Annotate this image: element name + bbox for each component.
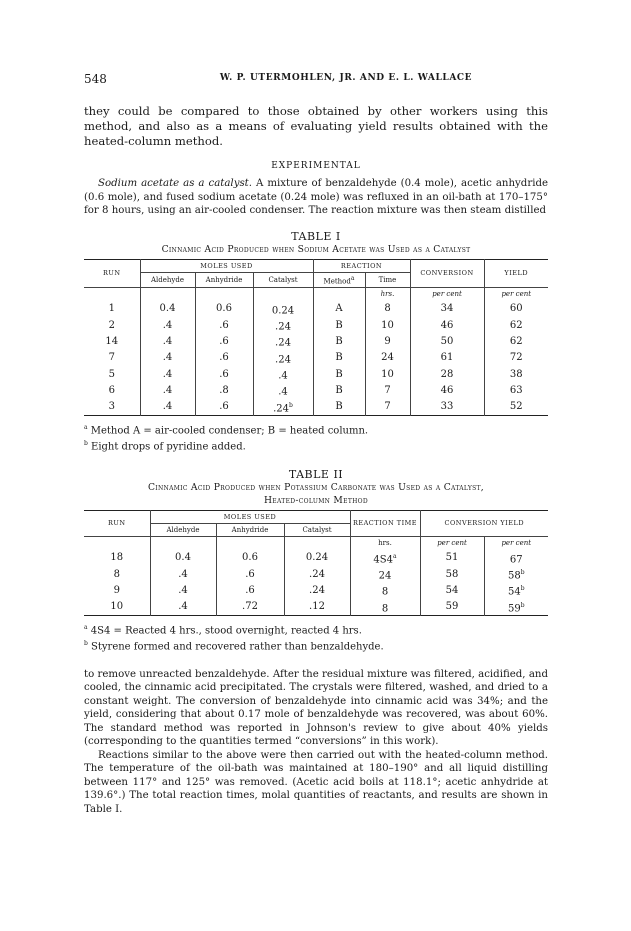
table-row: 7 .4 .6 .24 B 24 61 72 — [84, 350, 548, 366]
table-1-footnote-b: $^b$ Eight drops of pyridine added. — [84, 439, 246, 453]
table-row: 10 .4 .72 .12 8 59 59$^b$ — [84, 599, 548, 616]
experimental-paragraph — [84, 177, 548, 218]
table-2-caption-line-1: Cinnamic Acid Produced when Potassium Carbonate was Used as a Catalyst, — [147, 481, 485, 493]
table-1-block — [84, 230, 548, 454]
intro-paragraph: they could be compared to those obtained by other workers using this method, and also as a means of evaluating yield results obtained with the heated-column method. — [84, 104, 548, 148]
col-header-time: Time — [365, 272, 410, 287]
col-header-reaction-time: REACTION TIME — [350, 510, 420, 536]
units-row: hrs. per cent per cent — [84, 287, 548, 301]
table-row: 1 0.4 0.6 0.24 A 8 34 60 — [84, 301, 548, 317]
col-header-aldehyde: Aldehyde — [150, 523, 216, 536]
col-header-catalyst: Catalyst — [253, 272, 313, 287]
col-header-run: RUN — [102, 269, 121, 278]
table-2-label: TABLE II — [288, 467, 344, 481]
paragraph-lead: Sodium acetate as a catalyst. — [98, 178, 253, 189]
table-row: 14 .4 .6 .24 B 9 50 62 — [84, 333, 548, 349]
running-head-authors: W. P. UTERMOHLEN, JR. AND E. L. WALLACE — [219, 73, 473, 83]
col-header-anhydride: Anhydride — [216, 523, 284, 536]
col-header-conversion-yield: CONVERSION YIELD — [420, 510, 548, 536]
table-row: 9 .4 .6 .24 8 54 54$^b$ — [84, 582, 548, 598]
col-header-conversion: CONVERSION — [410, 259, 484, 287]
page — [84, 72, 548, 816]
table-2-caption-line-2: Heated-column Method — [264, 494, 368, 506]
col-header-run: RUN — [107, 519, 126, 528]
col-header-yield: YIELD — [484, 259, 548, 287]
table-row: 5 .4 .6 .4 B 10 28 38 — [84, 366, 548, 382]
table-1-footnote-a: $^a$ Method A = air-cooled condenser; B = heated column. — [84, 424, 369, 437]
table-row: 6 .4 .8 .4 B 7 46 63 — [84, 382, 548, 398]
table-2-footnote-a: $^a$ 4S4 = Reacted 4 hrs., stood overnight, reacted 4 hrs. — [84, 624, 362, 637]
units-row: hrs. per cent per cent — [84, 536, 548, 550]
body-paragraph-1: to remove unreacted benzaldehyde. After the residual mixture was filtered, acidified, and cooled, the cinnamic acid precipitated. The crystals were filtered, washed, and dried to a constant weight. The conversion of benzaldehyde into cinnamic acid was 34%; and the yield, considering that about 0.17 mole of benzaldehyde was recovered, was about 60%. The standard method was reported in Johnson's review to give about 40% yields (corresponding to the quantities termed “conversions” in this work). — [84, 668, 548, 748]
table-row: 2 .4 .6 .24 B 10 46 62 — [84, 317, 548, 333]
col-header-moles-used: MOLES USED — [140, 259, 313, 272]
col-header-catalyst: Catalyst — [284, 523, 350, 536]
paragraph-body: A mixture of benzaldehyde (0.4 mole), acetic anhydride (0.6 mole), and fused sodium acetate (0.24 mole) was refluxed in an oil-bath at 170–175° for 8 hours, using an air-cooled condenser. The reaction mixture was then steam distilled — [84, 178, 549, 216]
col-header-moles-used: MOLES USED — [150, 510, 350, 523]
col-header-aldehyde: Aldehyde — [140, 272, 195, 287]
table-1-label: TABLE I — [291, 229, 341, 243]
table-2-footnote-b: $^b$ Styrene formed and recovered rather than benzaldehyde. — [84, 639, 384, 653]
body-paragraph-2: Reactions similar to the above were then carried out with the heated-column method. The temperature of the oil-bath was maintained at 180–190° and all liquid distilling between 117° and 125° was removed. (Acetic acid boils at 118.1°; acetic anhydride at 139.6°.) The total reaction times, molal quantities of reactants, and results are shown in Table I. — [84, 749, 548, 815]
col-header-method: Method$^a$ — [313, 272, 365, 287]
col-header-anhydride: Anhydride — [195, 272, 253, 287]
table-2 — [84, 510, 548, 616]
table-row: 8 .4 .6 .24 24 58 58$^b$ — [84, 566, 548, 582]
page-number: 548 — [84, 72, 107, 86]
section-heading: EXPERIMENTAL — [271, 161, 361, 171]
col-header-reaction: REACTION — [313, 259, 410, 272]
table-1 — [84, 259, 548, 417]
page-header — [84, 72, 548, 90]
table-1-caption: Cinnamic Acid Produced when Sodium Acetate was Used as a Catalyst — [161, 243, 471, 255]
table-row: 18 0.4 0.6 0.24 4S4$^a$ 51 67 — [84, 550, 548, 566]
table-2-block — [84, 468, 548, 654]
table-row: 3 .4 .6 .24$^b$ B 7 33 52 — [84, 399, 548, 416]
